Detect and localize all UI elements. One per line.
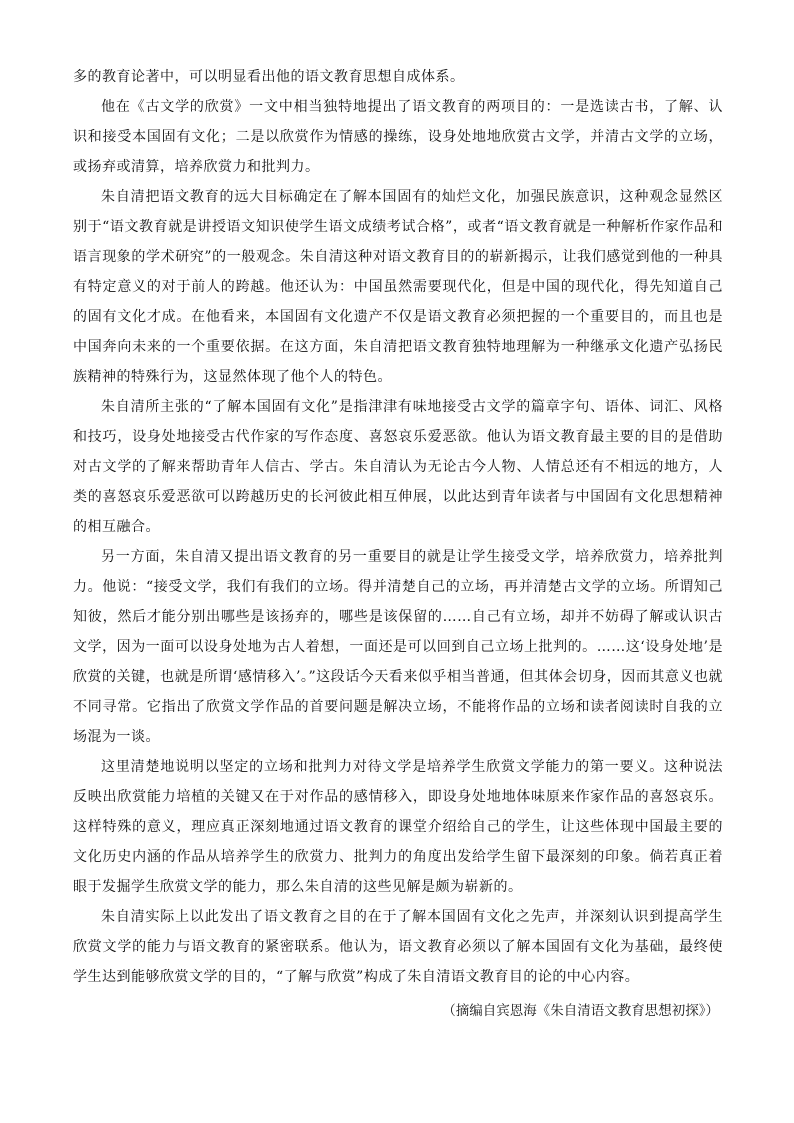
- paragraph-1: 多的教育论著中，可以明显看出他的语文教育思想自成体系。: [73, 69, 465, 85]
- paragraph-6: 这里清楚地说明以坚定的立场和批判力对待文学是培养学生欣赏文学能力的第一要义。这种说法反映出欣赏能力培植的关键又在于对作品的感情移入，即设身处地地体味原来作家作品的喜怒哀乐。这样特殊的意义，理应真正深刻地通过语文教育的课堂介绍给自己的学生，让这些体现中国最主要的文化历史内涵的作品从培养学生的欣赏力、批判力的角度出发给学生留下最深刻的印象。倘若真正着眼于发掘学生欣赏文学的能力，那么朱自清的这些见解是颇为崭新的。: [73, 759, 723, 895]
- paragraph-7: 朱自清实际上以此发出了语文教育之目的在于了解本国固有文化之先声，并深刻认识到提高学生欣赏文学的能力与语文教育的紧密联系。他认为，语文教育必须以了解本国固有文化为基础，最终使学生达到能够欣赏文学的目的，“了解与欣赏”构成了朱自清语文教育目的论的中心内容。: [73, 909, 723, 985]
- paragraph-2: 他在《古文学的欣赏》一文中相当独特地提出了语文教育的两项目的：一是选读古书，了解、认识和接受本国固有文化；二是以欣赏作为情感的操练，设身处地地欣赏古文学，并清古文学的立场，或扬弃或清算，培养欣赏力和批判力。: [73, 99, 723, 175]
- document-body: [73, 62, 723, 1026]
- paragraph-4: 朱自清所主张的“了解本国固有文化”是指津津有味地接受古文学的篇章字句、语体、词汇、风格和技巧，设身处地接受古代作家的写作态度、喜怒哀乐爱恶欲。他认为语文教育最主要的目的是借助对古文学的了解来帮助青年人信古、学古。朱自清认为无论古今人物、人情总还有不相远的地方，人类的喜怒哀乐爱恶欲可以跨越历史的长河彼此相互伸展，以此达到青年读者与中国固有文化思想精神的相互融合。: [73, 399, 723, 535]
- paragraph-3: 朱自清把语文教育的远大目标确定在了解本国固有的灿烂文化，加强民族意识，这种观念显然区别于“语文教育就是讲授语文知识使学生语文成绩考试合格”，或者“语文教育就是一种解析作家作品和语言现象的学术研究”的一般观念。朱自清这种对语文教育目的的崭新揭示，让我们感觉到他的一种具有特定意义的对于前人的跨越。他还认为：中国虽然需要现代化，但是中国的现代化，得先知道自己的固有文化才成。在他看来，本国固有文化遗产不仅是语文教育必须把握的一个重要目的，而且也是中国奔向未来的一个重要依据。在这方面，朱自清把语文教育独特地理解为一种继承文化遗产弘扬民族精神的特殊行为，这显然体现了他个人的特色。: [73, 189, 723, 385]
- paragraph-5: 另一方面，朱自清又提出语文教育的另一重要目的就是让学生接受文学，培养欣赏力，培养批判力。他说：“接受文学，我们有我们的立场。得并清楚自己的立场，再并清楚古文学的立场。所谓知己知彼，然后才能分别出哪些是该扬弃的，哪些是该保留的……自己有立场，却并不妨碍了解或认识古文学，因为一面可以设身处地为古人着想，一面还是可以回到自己立场上批判的。……这‘设身处地’是欣赏的关键，也就是所谓‘感情移入’。”这段话今天看来似乎相当普通，但其体会切身，因而其意义也就不同寻常。它指出了欣赏文学作品的首要问题是解决立场，不能将作品的立场和读者阅读时自我的立场混为一谈。: [73, 549, 723, 745]
- source-citation: （摘编自宾恩海《朱自清语文教育思想初探》）: [442, 1003, 719, 1019]
